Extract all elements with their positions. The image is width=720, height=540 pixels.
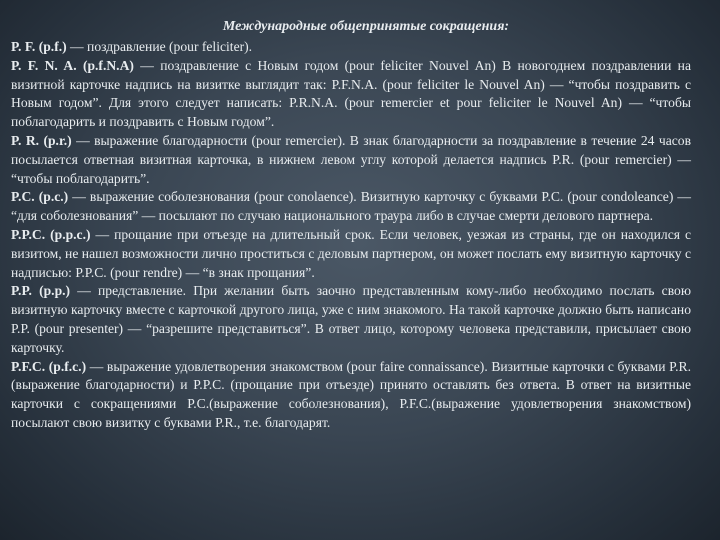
slide-title: Международные общепринятые сокращения: [222,19,510,34]
slide-content [11,17,691,433]
entry-pr [11,132,691,188]
entry-pfna [11,57,691,132]
entry-pf [11,38,691,57]
entry-term: P.C. (p.c.) [11,189,69,205]
entry-ppc [11,226,691,282]
entry-text: — поздравление (pour feliciter). [66,39,253,54]
entry-term: P.F.C. (p.f.c.) [11,358,87,374]
entry-pfc [11,358,691,433]
entry-pp [11,282,691,357]
entry-pc [11,188,691,226]
entry-text: — поздравление с Новым годом (pour feliciter Nouvel An) В новогоднем поздравлении на визитной карточке надпись на визитке выглядит так: P.F.N.A. (pour feliciter le Nouvel An) — “чтобы поздравить с Новым годом”. Для этого следует написать: P.R.N.A. (pour remercier et pour feliciter le Nouvel An) — “чтобы поблагодарить и поздравить с Новым годом”. [11,57,691,130]
entry-term: P.P.C. (p.p.c.) [11,226,91,242]
entry-text: — выражение соболезнования (pour conolaence). Визитную карточку с буквами P.C. (pour condoleance) — “для соболезнования” — посылают по случаю национального траура либо в случае смерти делового партнера. [11,189,692,224]
entry-term: P.P. (p.p.) [11,283,71,299]
entry-term: P. F. (p.f.) [11,39,67,54]
entry-text: — прощание при отъезде на длительный срок. Если человек, уезжая из страны, где он находился с визитом, не нашел возможности лично проститься с деловым партнером, он может послать ему визитную карточку с надписью: P.P.C. (pour rendre) — “в знак прощания”. [11,226,691,280]
entry-text: — представление. При желании быть заочно представленным кому-либо необходимо послать свою визитную карточку вместе с карточкой другого лица, уже с ним знакомого. На такой карточке должно быть написано P.P. (pour presenter) — “разрешите представиться”. В ответ лицо, которому человека представили, присылает свою карточку. [11,283,691,355]
entry-term: P. F. N. A. (p.f.N.A) [11,57,134,73]
entry-text: — выражение удовлетворения знакомством (pour faire connaissance). Визитные карточки с буквами P.R. (выражение благодарности) и P.P.C. (прощание при отъезде) принято оставлять без ответа. В ответ на визитные карточки с сокращениями P.C.(выражение соболезнования), P.F.C.(выражение удовлетворения знакомством) посылают свою визитку с буквами P.R., т.е. благодарят. [11,358,692,430]
entry-text: — выражение благодарности (pour remercier). В знак благодарности за поздравление в течение 24 часов посылается ответная визитная карточка, в нижнем левом углу которой делается надпись P.R. (pour remercier) — “чтобы поблагодарить”. [11,132,691,186]
entry-term: P. R. (p.r.) [11,132,72,148]
